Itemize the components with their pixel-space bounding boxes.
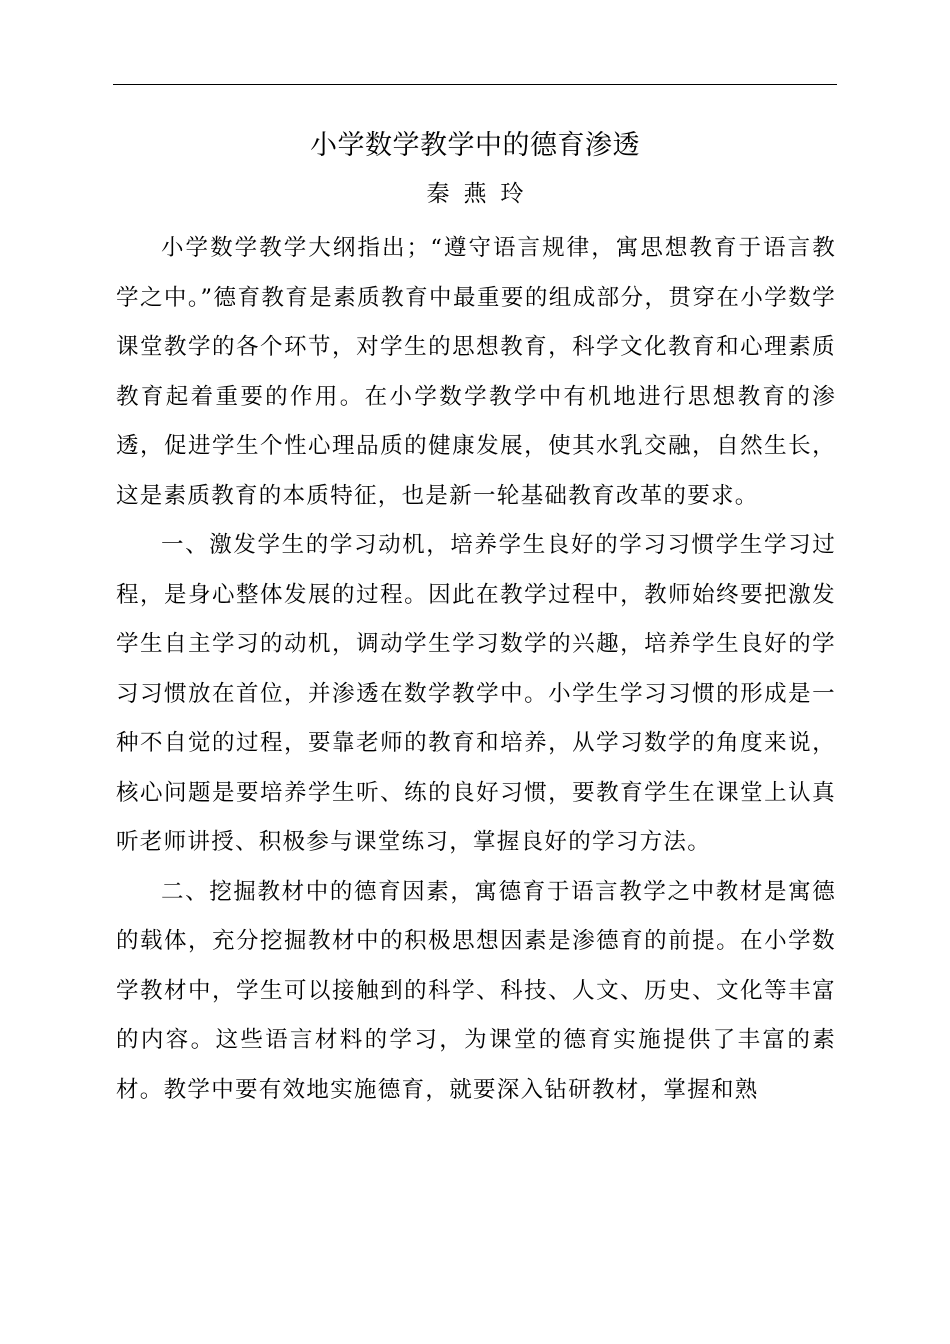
document-body	[116, 224, 836, 1115]
document-title: 小学数学教学中的德育渗透	[310, 130, 640, 161]
paragraph-section-2: 二、挖掘教材中的德育因素，寓德育于语言教学之中教材是寓德的载体，充分挖掘教材中的积极思想因素是渗德育的前提。在小学数学教材中，学生可以接触到的科学、科技、人文、历史、文化等丰富的内容。这些语言材料的学习，为课堂的德育实施提供了丰富的素材。教学中要有效地实施德育，就要深入钻研教材，掌握和熟	[116, 878, 836, 1103]
paragraph-intro: 小学数学教学大纲指出；“遵守语言规律，寓思想教育于语言教学之中。”德育教育是素质教育中最重要的组成部分，贯穿在小学数学课堂教学的各个环节，对学生的思想教育，科学文化教育和心理素质教育起着重要的作用。在小学数学教学中有机地进行思想教育的渗透，促进学生个性心理品质的健康发展，使其水乳交融，自然生长，这是素质教育的本质特征，也是新一轮基础教育改革的要求。	[116, 235, 836, 509]
document-author: 秦燕玲	[426, 181, 538, 207]
paragraph-section-1: 一、激发学生的学习动机，培养学生良好的学习习惯学生学习过程，是身心整体发展的过程。因此在教学过程中，教师始终要把激发学生自主学习的动机，调动学生学习数学的兴趣，培养学生良好的学习习惯放在首位，并渗透在数学教学中。小学生学习习惯的形成是一种不自觉的过程，要靠老师的教育和培养，从学习数学的角度来说，核心问题是要培养学生听、练的良好习惯，要教育学生在课堂上认真听老师讲授、积极参与课堂练习，掌握良好的学习方法。	[116, 532, 836, 855]
header-rule	[113, 84, 837, 85]
